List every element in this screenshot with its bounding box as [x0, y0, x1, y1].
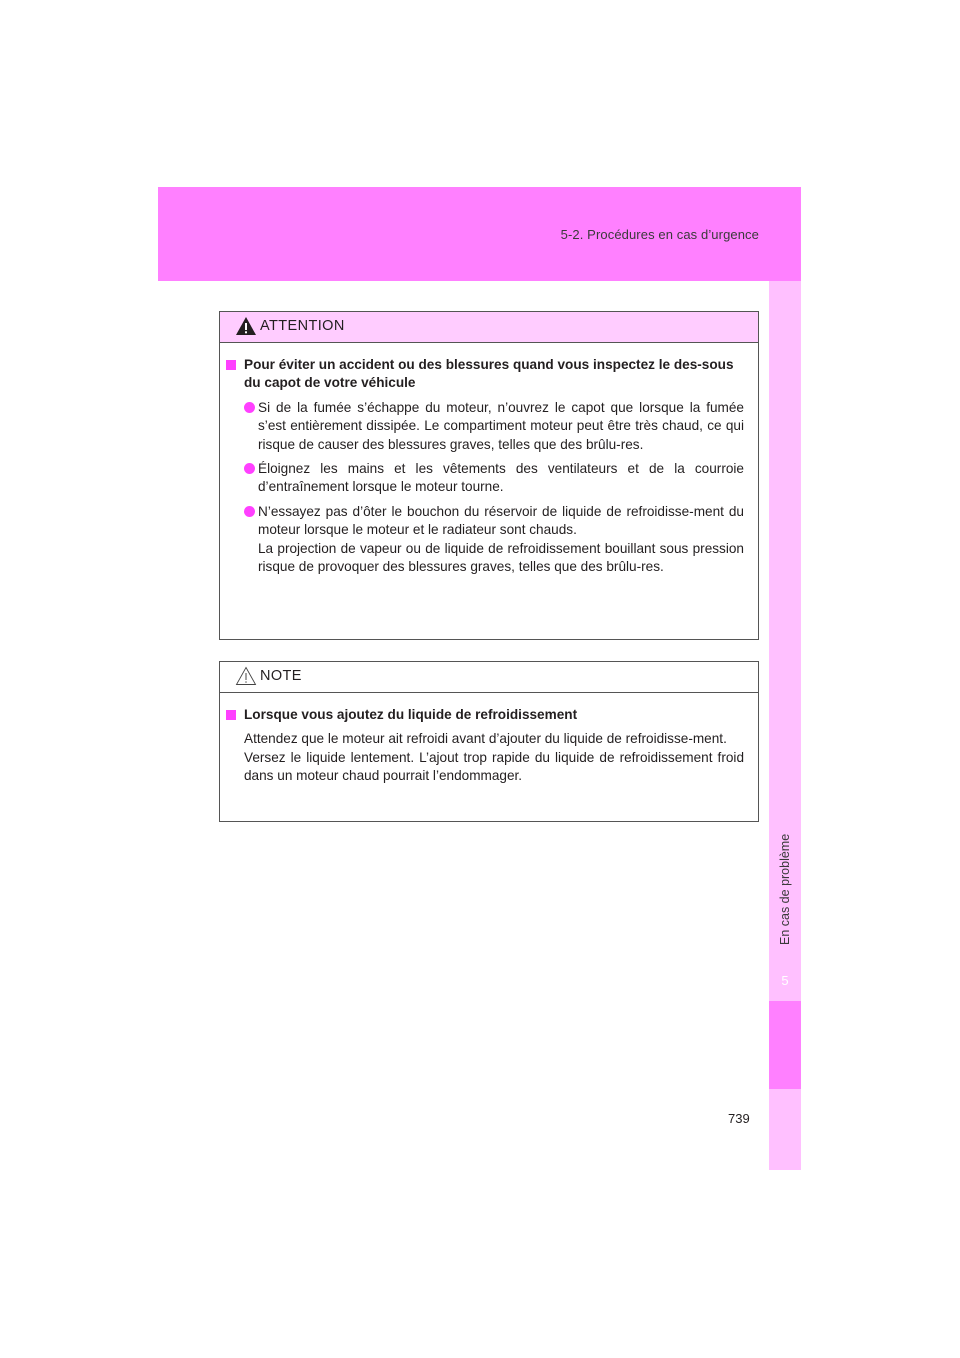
square-bullet-icon [226, 360, 236, 370]
note-title-bar [220, 662, 758, 693]
side-tab-number-box [769, 1001, 801, 1089]
attention-bullet: Si de la fumée s’échappe du moteur, n’ouvrez le capot que lorsque la fumée s’est entièrement dissipée. Le compartiment moteur peut être très chaud, ce qui risque de causer des blessures graves, telles que des brûlu-res. [226, 399, 744, 454]
note-box [219, 661, 759, 822]
circle-bullet-icon [244, 402, 255, 413]
note-body [220, 693, 758, 786]
side-tab [769, 281, 801, 1170]
circle-bullet-icon [244, 463, 255, 474]
attention-bullet: N’essayez pas d’ôter le bouchon du réservoir de liquide de refroidisse-ment du moteur lorsque le moteur et le radiateur sont chauds. La projection de vapeur ou de liquide de refroidissement bouillant sous pression risque de provoquer des blessures graves, telles que des brûlu-res. [226, 503, 744, 577]
attention-heading: Pour éviter un accident ou des blessures quand vous inspectez le des-sous du capot de votre véhicule [226, 356, 744, 393]
chapter-label: En cas de problème [778, 833, 792, 945]
note-paragraph: Versez le liquide lentement. L’ajout trop rapide du liquide de refroidissement froid dans un moteur chaud pourrait l’endommager. [244, 749, 744, 784]
note-title: NOTE [260, 668, 302, 684]
warning-icon [235, 316, 257, 336]
note-paragraph: Attendez que le moteur ait refroidi avant d’ajouter du liquide de refroidisse-ment. [244, 731, 727, 747]
chapter-number: 5 [781, 973, 789, 988]
square-bullet-icon [226, 710, 236, 720]
caution-outline-icon [235, 666, 257, 686]
attention-box [219, 311, 759, 640]
section-title: 5-2. Procédures en cas d’urgence [560, 227, 759, 242]
page-number: 739 [728, 1111, 750, 1126]
circle-bullet-icon [244, 506, 255, 517]
attention-title: ATTENTION [260, 318, 345, 334]
attention-body [220, 343, 758, 576]
attention-title-bar [220, 312, 758, 343]
note-heading: Lorsque vous ajoutez du liquide de refroidissement [226, 706, 744, 724]
header-band [158, 187, 801, 281]
attention-bullet: Éloignez les mains et les vêtements des ventilateurs et de la courroie d’entraînement lorsque le moteur tourne. [226, 460, 744, 497]
